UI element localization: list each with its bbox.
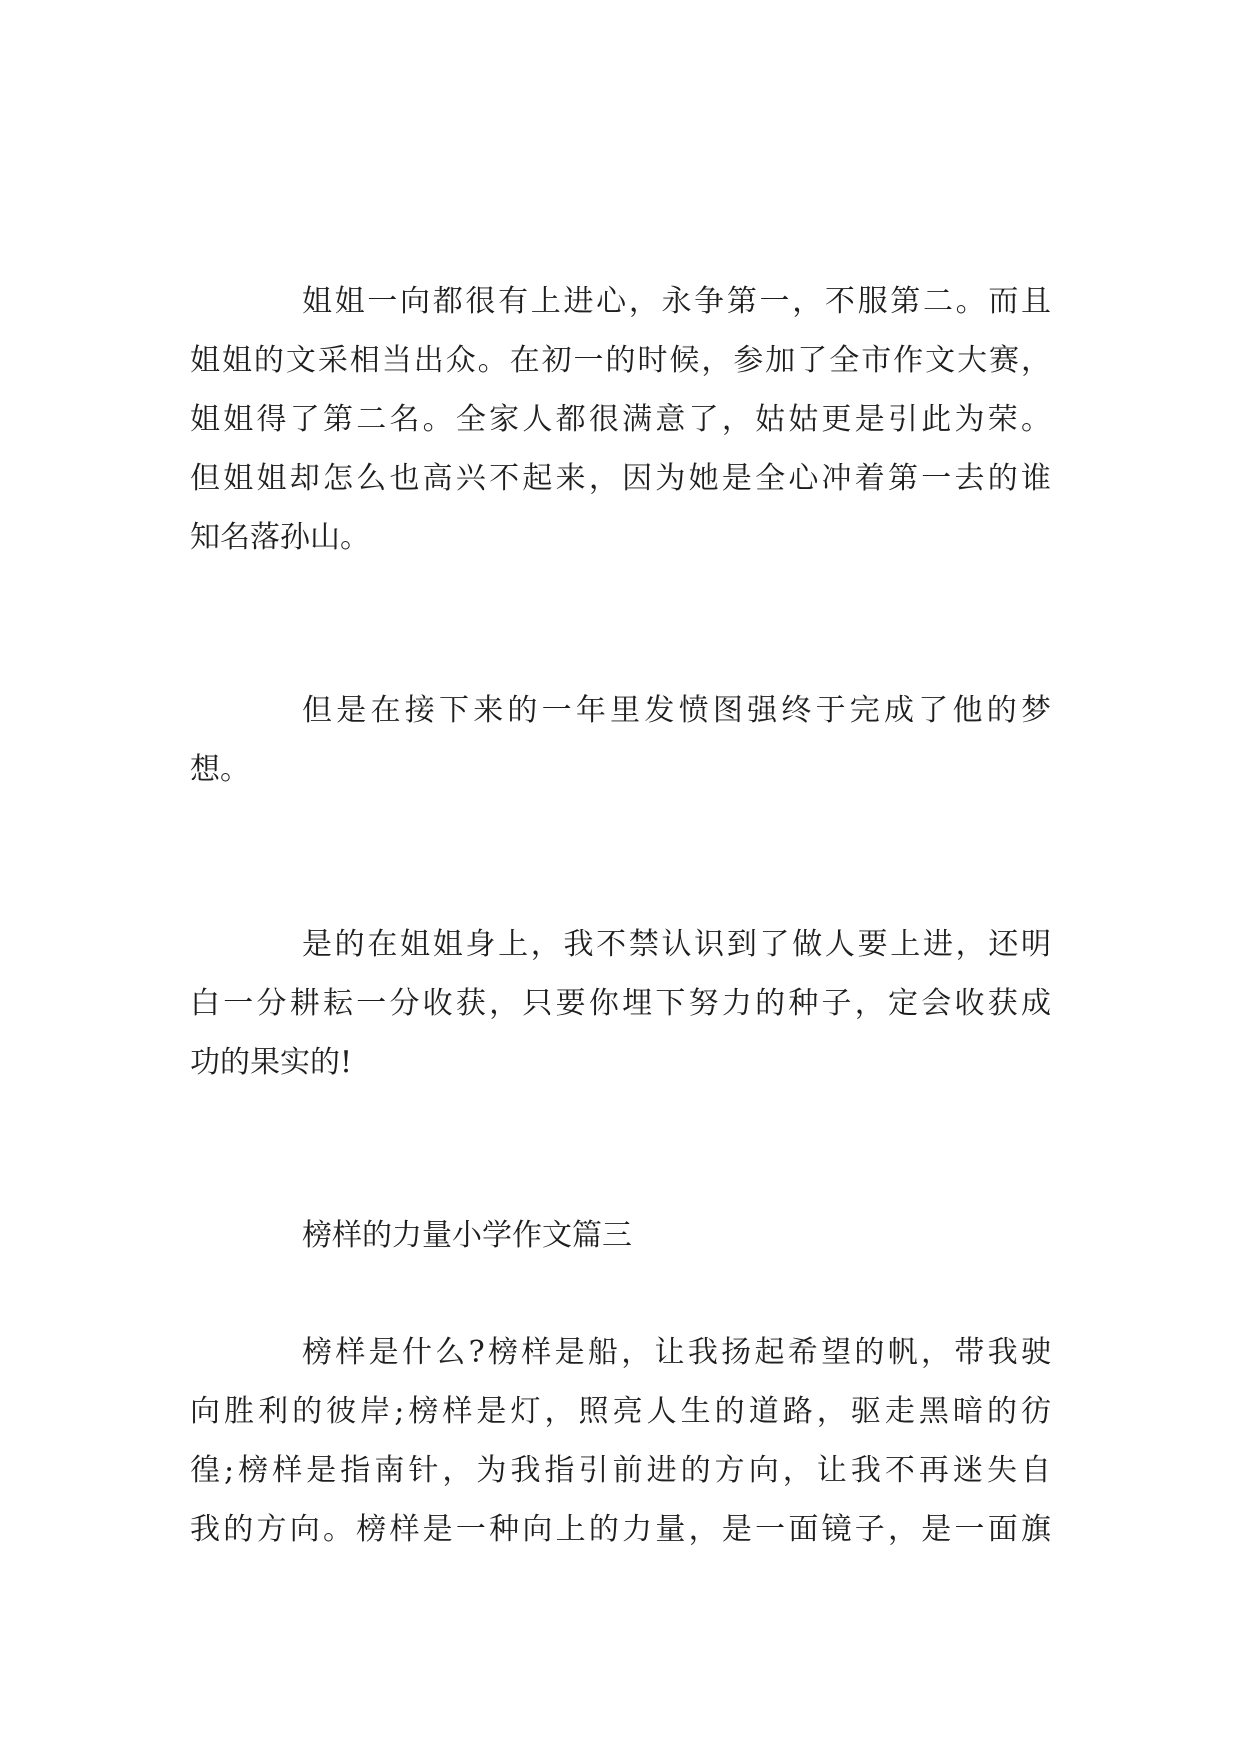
paragraph-4-line-3: 徨;榜样是指南针，为我指引前进的方向，让我不再迷失自 bbox=[190, 1453, 1051, 1488]
paragraph-4-line-4: 我的方向。榜样是一种向上的力量，是一面镜子，是一面旗 bbox=[190, 1512, 1051, 1547]
paragraph-3-line-2: 白一分耕耘一分收获，只要你埋下努力的种子，定会收获成 bbox=[190, 986, 1051, 1021]
paragraph-1-line-3: 姐姐得了第二名。全家人都很满意了，姑姑更是引此为荣。 bbox=[190, 402, 1051, 437]
paragraph-3-line-1: 是的在姐姐身上，我不禁认识到了做人要上进，还明 bbox=[302, 927, 1051, 962]
paragraph-4-line-2: 向胜利的彼岸;榜样是灯，照亮人生的道路，驱走黑暗的彷 bbox=[190, 1394, 1051, 1429]
paragraph-1-line-5: 知名落孙山。 bbox=[190, 520, 370, 555]
paragraph-1-line-2: 姐姐的文采相当出众。在初一的时候，参加了全市作文大赛， bbox=[190, 343, 1051, 378]
paragraph-1-line-1: 姐姐一向都很有上进心，永争第一，不服第二。而且 bbox=[302, 284, 1051, 319]
paragraph-3-line-3: 功的果实的! bbox=[190, 1045, 353, 1080]
paragraph-2-line-1: 但是在接下来的一年里发愤图强终于完成了他的梦 bbox=[302, 693, 1051, 728]
paragraph-4-line-1: 榜样是什么?榜样是船，让我扬起希望的帆，带我驶 bbox=[302, 1335, 1051, 1370]
paragraph-1-line-4: 但姐姐却怎么也高兴不起来，因为她是全心冲着第一去的谁 bbox=[190, 461, 1051, 496]
section-heading: 榜样的力量小学作文篇三 bbox=[302, 1218, 632, 1253]
paragraph-2-line-2: 想。 bbox=[190, 752, 250, 787]
